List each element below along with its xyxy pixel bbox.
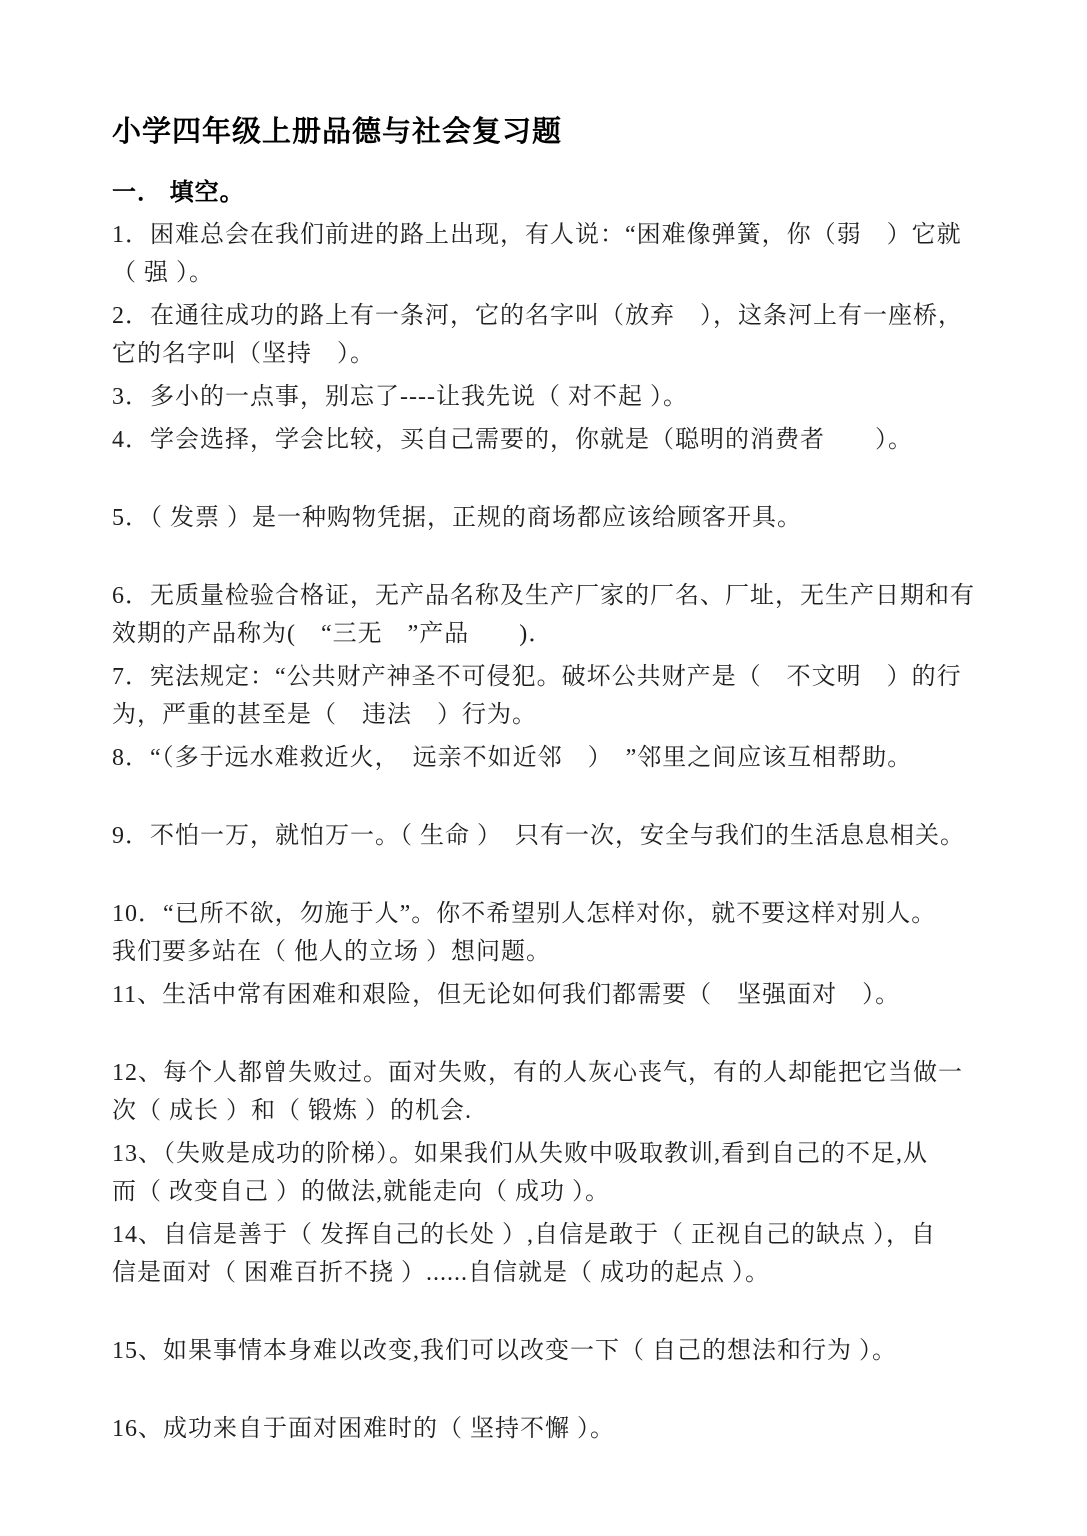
question-item [112,216,1027,292]
question-item [112,976,1027,1014]
question-line: 14、自信是善于（ 发挥自己的长处 ）,自信是敢于（ 正视自己的缺点 ），自 [112,1222,936,1248]
question-line: 7．宪法规定：“公共财产神圣不可侵犯。破坏公共财产是（ 不文明 ）的行 [112,664,962,690]
question-list [112,216,1027,1448]
question-item [112,1135,1027,1211]
question-item [112,378,1027,416]
question-item [112,658,1027,734]
question-line: 12、每个人都曾失败过。面对失败，有的人灰心丧气，有的人却能把它当做一 [112,1060,963,1086]
question-line: 8．“（多于远水难救近火， 远亲不如近邻 ） ”邻里之间应该互相帮助。 [112,745,913,771]
question-line: 2．在通往成功的路上有一条河，它的名字叫（放弃 ），这条河上有一座桥， [112,303,963,329]
question-item [112,817,1027,855]
question-line: 3．多小的一点事，别忘了----让我先说（ 对不起 ）。 [112,384,688,410]
question-line: 16、成功来自于面对困难时的（ 坚持不懈 ）。 [112,1416,615,1442]
page-title: 小学四年级上册品德与社会复习题 [112,116,563,148]
question-item [112,421,1027,459]
question-line: 信是面对（ 困难百折不挠 ）......自信就是（ 成功的起点 ）。 [112,1260,770,1286]
question-item [112,297,1027,373]
question-line: 1．困难总会在我们前进的路上出现，有人说：“困难像弹簧，你（弱 ）它就 [112,222,962,248]
question-line: 5．（ 发票 ）是一种购物凭据，正规的商场都应该给顾客开具。 [112,505,802,531]
question-line: 15、如果事情本身难以改变,我们可以改变一下（ 自己的想法和行为 ）。 [112,1338,897,1364]
question-item [112,739,1027,777]
section-heading: 一． 填空。 [112,179,245,206]
question-line: 6．无质量检验合格证，无产品名称及生产厂家的厂名、厂址，无生产日期和有 [112,583,975,609]
question-item [112,1332,1027,1370]
question-line: 我们要多站在（ 他人的立场 ）想问题。 [112,939,551,965]
question-item [112,577,1027,653]
question-item [112,1216,1027,1292]
question-item [112,1054,1027,1130]
question-line: 10．“已所不欲，勿施于人”。你不希望别人怎样对你，就不要这样对别人。 [112,901,937,927]
question-line: 次（ 成长 ）和（ 锻炼 ）的机会. [112,1098,472,1124]
question-line: 11、生活中常有困难和艰险，但无论如何我们都需要（ 坚强面对 ）。 [112,982,901,1008]
question-line: 效期的产品称为( “三无 ”产品 )． [112,621,554,647]
question-item [112,499,1027,537]
question-line: 它的名字叫（坚持 ）。 [112,341,375,367]
question-line: 9．不怕一万，就怕万一。（ 生命 ） 只有一次，安全与我们的生活息息相关。 [112,823,965,849]
question-line: （ 强 ）。 [112,260,214,286]
question-item [112,895,1027,971]
question-line: 13、（失败是成功的阶梯）。如果我们从失败中吸取教训,看到自己的不足,从 [112,1141,928,1167]
question-item [112,1410,1027,1448]
question-line: 而（ 改变自己 ）的做法,就能走向（ 成功 ）。 [112,1179,610,1205]
question-line: 4．学会选择，学会比较，买自己需要的，你就是（聪明的消费者 ）。 [112,427,913,453]
question-line: 为，严重的甚至是（ 违法 ）行为。 [112,702,537,728]
